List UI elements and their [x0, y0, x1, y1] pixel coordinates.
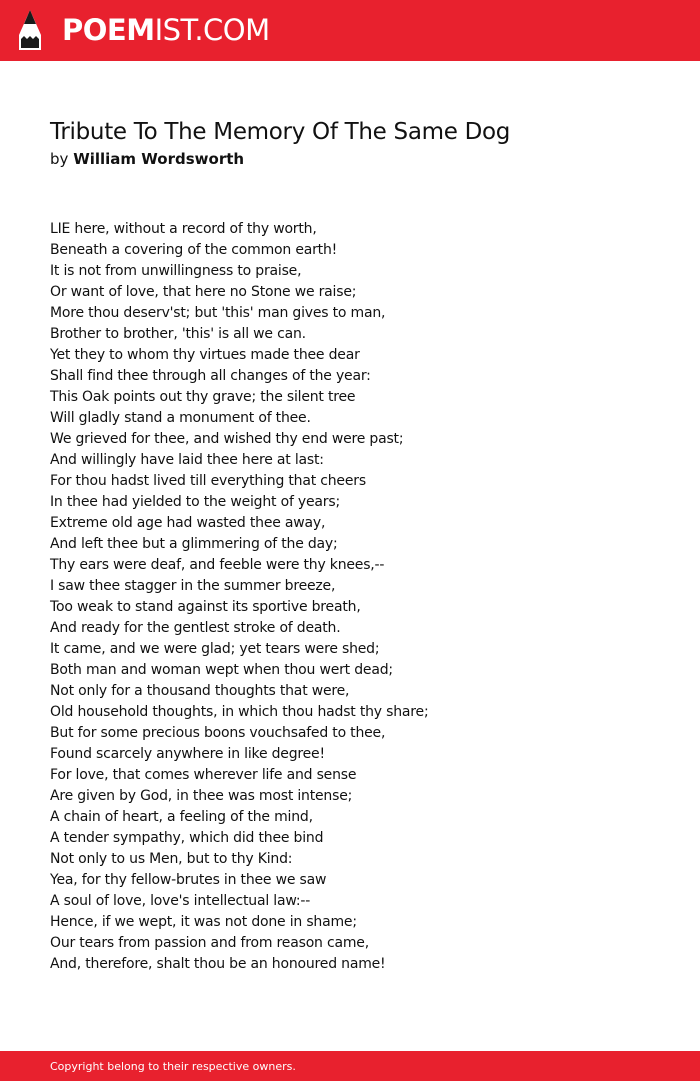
logo-text-bold: POEM [62, 13, 155, 47]
byline [50, 148, 244, 170]
poem-line: Hence, if we wept, it was not done in shame; [50, 914, 357, 930]
poem-line: A chain of heart, a feeling of the mind, [50, 809, 313, 825]
poem-line: I saw thee stagger in the summer breeze, [50, 578, 336, 594]
pen-nib-icon [17, 9, 43, 51]
poem-line: And willingly have laid thee here at last: [50, 452, 324, 468]
copyright-text: Copyright belong to their respective owners. [50, 1060, 296, 1073]
poem-line: Yea, for thy fellow-brutes in thee we saw [50, 872, 327, 888]
poem-line: Not only to us Men, but to thy Kind: [50, 851, 293, 867]
poem-line: Shall find thee through all changes of the year: [50, 368, 371, 384]
poem-line: Old household thoughts, in which thou hadst thy share; [50, 704, 429, 720]
poem-line: A tender sympathy, which did thee bind [50, 830, 324, 846]
site-footer [0, 1051, 700, 1081]
poem-line: Both man and woman wept when thou wert dead; [50, 662, 393, 678]
poem-line: Not only for a thousand thoughts that were, [50, 683, 350, 699]
poem-line: Beneath a covering of the common earth! [50, 242, 338, 258]
poem-line: Our tears from passion and from reason came, [50, 935, 369, 951]
poem-line: But for some precious boons vouchsafed to thee, [50, 725, 386, 741]
poem-line: For thou hadst lived till everything that cheers [50, 473, 366, 489]
poem-line: A soul of love, love's intellectual law:-- [50, 893, 311, 909]
by-label: by [50, 150, 69, 168]
poem-line: Found scarcely anywhere in like degree! [50, 746, 325, 762]
site-logo[interactable] [62, 11, 270, 49]
poem-title: Tribute To The Memory Of The Same Dog [50, 119, 511, 145]
poem-line: Too weak to stand against its sportive breath, [50, 599, 361, 615]
poem-line: More thou deserv'st; but 'this' man gives to man, [50, 305, 386, 321]
poem-body [50, 219, 650, 975]
poem-line: Are given by God, in thee was most intense; [50, 788, 353, 804]
poem-line: It is not from unwillingness to praise, [50, 263, 302, 279]
poem-line: Will gladly stand a monument of thee. [50, 410, 311, 426]
logo-text-light: IST.COM [154, 13, 270, 47]
author-name: William Wordsworth [73, 150, 245, 168]
poem-line: In thee had yielded to the weight of years; [50, 494, 340, 510]
poem-line: This Oak points out thy grave; the silent tree [50, 389, 356, 405]
poem-line: And, therefore, shalt thou be an honoured name! [50, 956, 386, 972]
poem-line: Yet they to whom thy virtues made thee dear [50, 347, 360, 363]
poem-line: It came, and we were glad; yet tears were shed; [50, 641, 380, 657]
poem-line: Or want of love, that here no Stone we raise; [50, 284, 357, 300]
poem-line: We grieved for thee, and wished thy end were past; [50, 431, 404, 447]
poem-line: Extreme old age had wasted thee away, [50, 515, 326, 531]
poem-line: For love, that comes wherever life and sense [50, 767, 357, 783]
poem-line: Brother to brother, 'this' is all we can. [50, 326, 306, 342]
poem-line: LIE here, without a record of thy worth, [50, 221, 317, 237]
poem-line: And left thee but a glimmering of the day; [50, 536, 338, 552]
poem-line: Thy ears were deaf, and feeble were thy knees,-- [50, 557, 385, 573]
site-header [0, 0, 700, 61]
poem-line: And ready for the gentlest stroke of death. [50, 620, 341, 636]
